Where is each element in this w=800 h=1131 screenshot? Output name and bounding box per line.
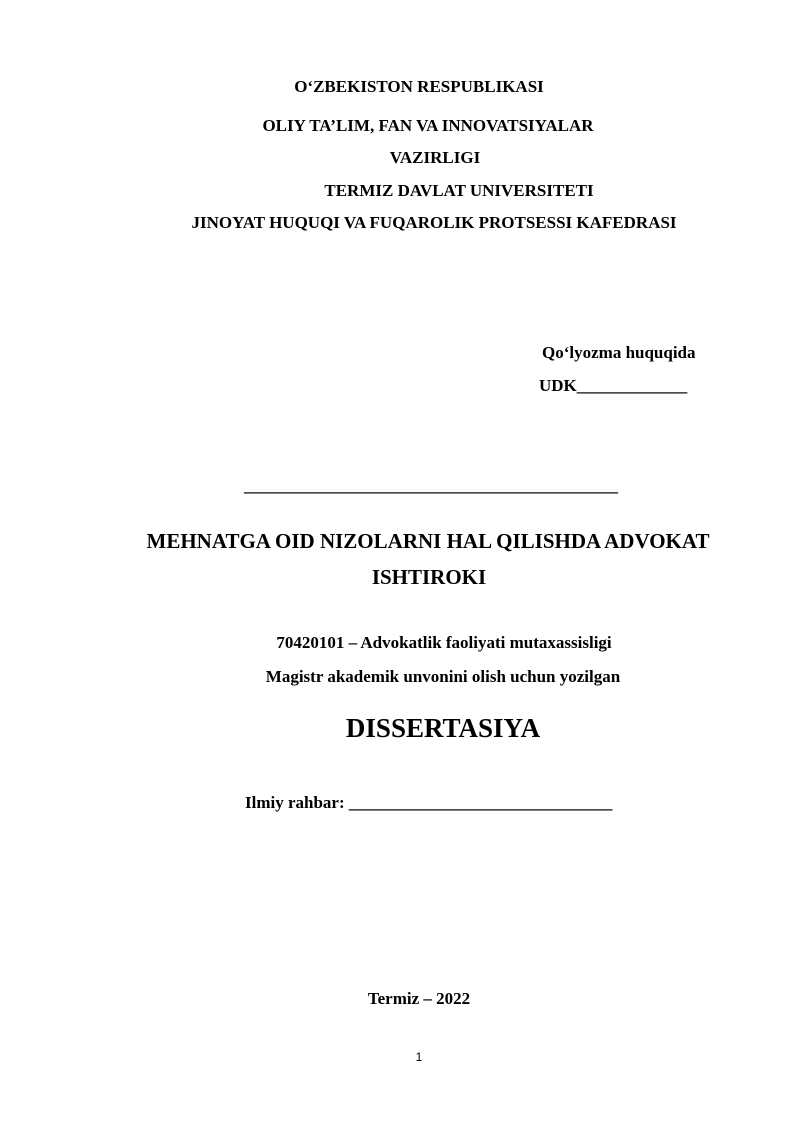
document-type-heading: DISSERTASIYA — [345, 713, 541, 743]
specialty-line: 70420101 – Advokatlik faoliyati mutaxassisligi — [276, 633, 612, 652]
supervisor-field: Ilmiy rahbar: _______________________________ — [245, 793, 613, 812]
udk-field: UDK_____________ — [539, 376, 688, 395]
university-heading: TERMIZ DAVLAT UNIVERSITETI — [324, 181, 594, 200]
thesis-title-line2: ISHTIROKI — [371, 565, 487, 589]
degree-purpose-line: Magistr akademik unvonini olish uchun yozilgan — [265, 667, 621, 686]
thesis-title-line1: MEHNATGA OID NIZOLARNI HAL QILISHDA ADVOKAT — [146, 529, 710, 553]
department-heading: JINOYAT HUQUQI VA FUQAROLIK PROTSESSI KAFEDRASI — [191, 213, 677, 232]
country-heading: O‘ZBEKISTON RESPUBLIKASI — [294, 77, 544, 96]
ministry-heading-line2: VAZIRLIGI — [389, 148, 481, 167]
ministry-heading-line1: OLIY TA’LIM, FAN VA INNOVATSIYALAR — [262, 116, 594, 135]
place-year: Termiz – 2022 — [367, 989, 471, 1008]
manuscript-rights-label: Qo‘lyozma huquqida — [542, 343, 696, 362]
author-name-blank: ____________________________________________ — [244, 476, 618, 495]
page-number: 1 — [415, 1050, 423, 1064]
